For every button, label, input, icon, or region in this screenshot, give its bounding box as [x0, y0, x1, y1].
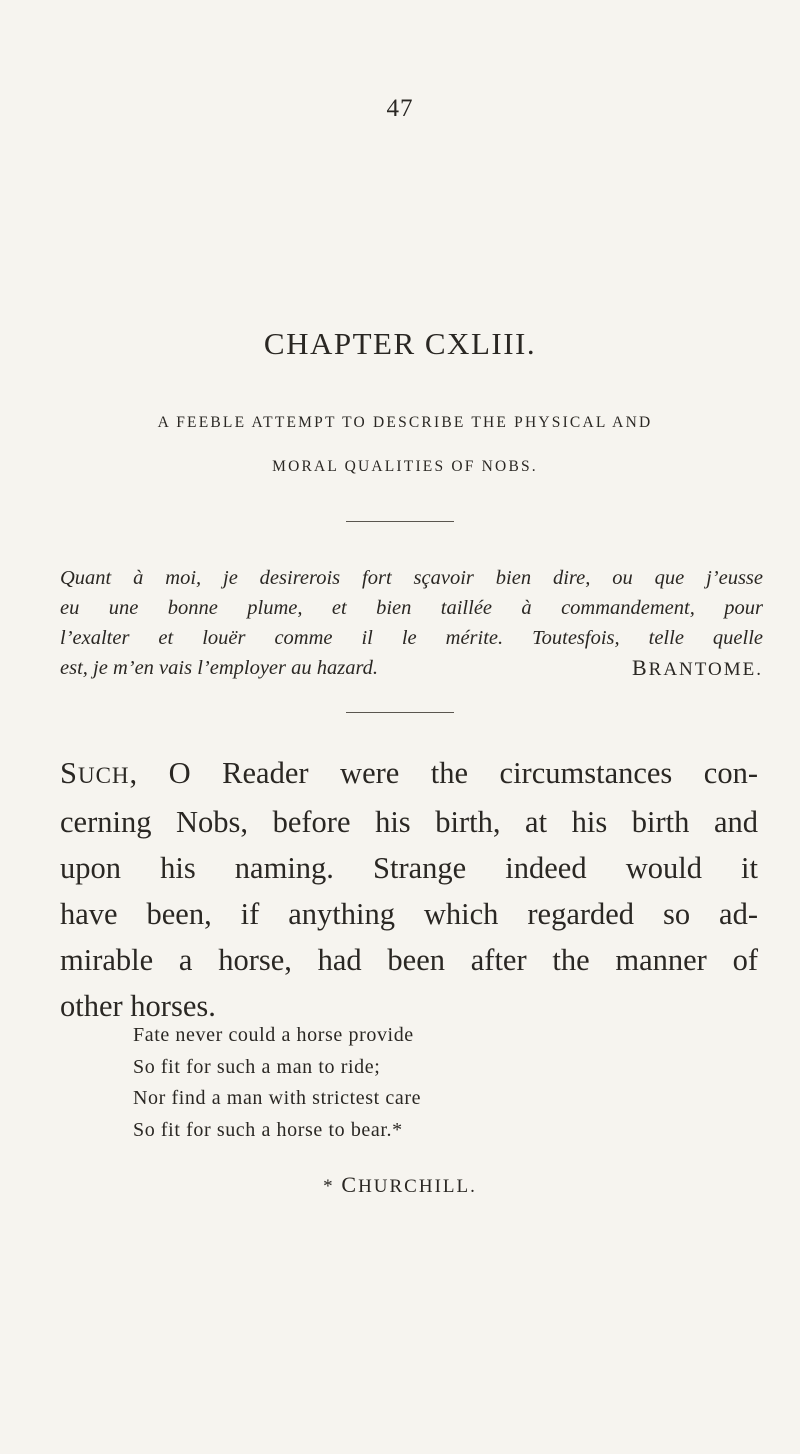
verse-line: So fit for such a horse to bear.* [133, 1118, 403, 1141]
body-line: other horses. [60, 989, 216, 1023]
footnote [0, 1172, 800, 1198]
body-line: SUCH, O Reader were the circumstances con- [60, 756, 758, 790]
chapter-subtitle-line-1: A FEEBLE ATTEMPT TO DESCRIBE THE PHYSICAL AND [157, 414, 653, 431]
chapter-subtitle-line-2: MORAL QUALITIES OF NOBS. [272, 458, 538, 475]
page-number: 47 [386, 95, 414, 122]
divider-rule-bottom [346, 712, 454, 713]
epigraph-line: eu une bonne plume, et bien taillée à commandement, pour [60, 597, 763, 619]
verse-quote [133, 1020, 421, 1146]
chapter-title: CHAPTER CXLIII. [263, 326, 537, 361]
body-line: mirable a horse, had been after the manner of [60, 943, 758, 977]
footnote-source: CHURCHILL. [341, 1172, 477, 1197]
verse-line: Fate never could a horse provide [133, 1024, 414, 1046]
body-line: have been, if anything which regarded so ad- [60, 897, 758, 931]
verse-line: So fit for such a man to ride; [133, 1055, 381, 1078]
verse-line: Nor find a man with strictest care [133, 1087, 422, 1109]
epigraph-line: est, je m’en vais l’employer au hazard. [60, 657, 379, 679]
epigraph-last-line [60, 653, 763, 685]
epigraph-attribution: BRANTOME. [631, 655, 763, 680]
body-line: upon his naming. Strange indeed would it [60, 851, 758, 885]
footnote-marker: * [323, 1176, 335, 1197]
epigraph-line: Quant à moi, je desirerois fort sçavoir bien dire, ou que j’eusse [60, 567, 763, 589]
opening-word: SUCH [60, 756, 130, 790]
divider-rule-top [346, 521, 454, 522]
body-paragraph [60, 750, 758, 1029]
epigraph [60, 563, 763, 685]
epigraph-line: l’exalter et louër comme il le mérite. Toutesfois, telle quelle [60, 627, 763, 649]
body-line: cerning Nobs, before his birth, at his birth and [60, 805, 758, 839]
